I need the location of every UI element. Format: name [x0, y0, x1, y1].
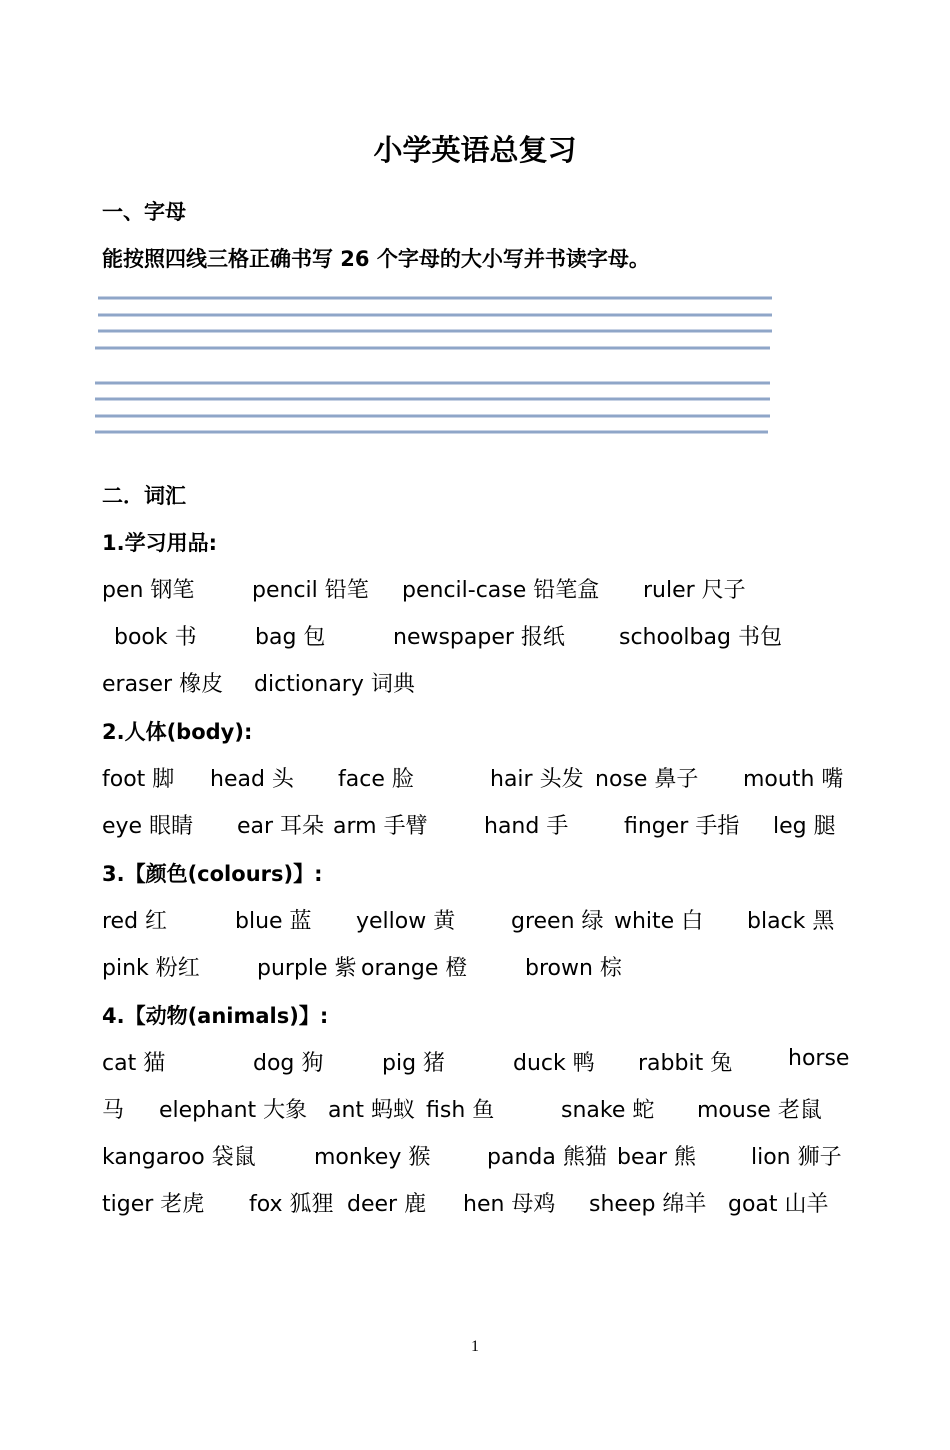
vocab-word: mouth 嘴	[743, 767, 844, 792]
vocab-word: eraser 橡皮	[102, 672, 224, 697]
vocab-word: mouse 老鼠	[697, 1098, 822, 1123]
vocab-word: newspaper 报纸	[393, 625, 565, 650]
vocab-word: face 脸	[338, 767, 414, 792]
vocab-word: arm 手臂	[333, 814, 428, 839]
vocab-word: leg 腿	[773, 814, 836, 839]
vocab-word: hen 母鸡	[463, 1192, 556, 1217]
vocab-word: goat 山羊	[728, 1192, 829, 1217]
vocab-word: bear 熊	[617, 1145, 697, 1170]
vocab-word: blue 蓝	[235, 909, 312, 934]
vocab-word: dictionary 词典	[254, 672, 415, 697]
vocab-word: pig 猪	[382, 1051, 446, 1076]
vocab-word: head 头	[210, 767, 294, 792]
four-line-grid	[95, 290, 775, 440]
vocab-word: tiger 老虎	[102, 1192, 205, 1217]
vocab-word: pencil 铅笔	[252, 578, 369, 603]
category-heading-school: 1.学习用品:	[102, 531, 217, 555]
vocab-word: kangaroo 袋鼠	[102, 1145, 256, 1170]
page-number: 1	[471, 1338, 479, 1355]
vocab-word: green 绿	[511, 909, 604, 934]
vocab-word: brown 棕	[525, 956, 622, 981]
vocab-word: panda 熊猫	[487, 1145, 607, 1170]
vocab-word: bag 包	[255, 625, 326, 650]
vocab-word: finger 手指	[624, 814, 740, 839]
vocab-word: ear 耳朵	[237, 814, 325, 839]
vocab-word: orange 橙	[361, 956, 468, 981]
vocab-word: black 黑	[747, 909, 835, 934]
letters-instruction: 能按照四线三格正确书写 26 个字母的大小写并书读字母。	[102, 247, 650, 271]
vocab-word: elephant 大象	[159, 1098, 308, 1123]
vocab-word: 马	[102, 1098, 125, 1123]
vocab-word: nose 鼻子	[595, 767, 699, 792]
vocab-word: purple 紫	[257, 956, 357, 981]
category-heading-body: 2.人体(body):	[102, 720, 253, 744]
vocab-word: yellow 黄	[356, 909, 456, 934]
vocab-word: pen 钢笔	[102, 578, 195, 603]
category-heading-colours: 3.【颜色(colours)】:	[102, 862, 323, 886]
vocab-word: ant 蚂蚁	[328, 1098, 416, 1123]
vocab-word: hair 头发	[490, 767, 584, 792]
vocab-word: hand 手	[484, 814, 569, 839]
vocab-word: fox 狐狸	[249, 1192, 334, 1217]
category-heading-animals: 4.【动物(animals)】:	[102, 1004, 329, 1028]
vocab-word: deer 鹿	[347, 1192, 427, 1217]
vocab-word: cat 猫	[102, 1051, 166, 1076]
vocab-word: rabbit 兔	[638, 1051, 733, 1076]
section-heading-letters: 一、字母	[102, 200, 186, 224]
vocab-word: red 红	[102, 909, 168, 934]
vocab-word: pencil-case 铅笔盒	[402, 578, 600, 603]
vocab-word: horse	[788, 1046, 850, 1071]
section-heading-vocab: 二．词汇	[102, 484, 186, 508]
vocab-word: book 书	[114, 625, 197, 650]
vocab-word: snake 蛇	[561, 1098, 655, 1123]
vocab-word: white 白	[614, 909, 704, 934]
vocab-word: duck 鸭	[513, 1051, 595, 1076]
page-title: 小学英语总复习	[373, 133, 577, 167]
vocab-word: foot 脚	[102, 767, 175, 792]
vocab-word: eye 眼睛	[102, 814, 194, 839]
vocab-word: lion 狮子	[751, 1145, 842, 1170]
vocab-word: ruler 尺子	[643, 578, 746, 603]
vocab-word: fish 鱼	[426, 1098, 495, 1123]
vocab-word: schoolbag 书包	[619, 625, 782, 650]
vocab-word: sheep 绵羊	[589, 1192, 707, 1217]
vocab-word: monkey 猴	[314, 1145, 431, 1170]
vocab-word: dog 狗	[253, 1051, 324, 1076]
vocab-word: pink 粉红	[102, 956, 200, 981]
